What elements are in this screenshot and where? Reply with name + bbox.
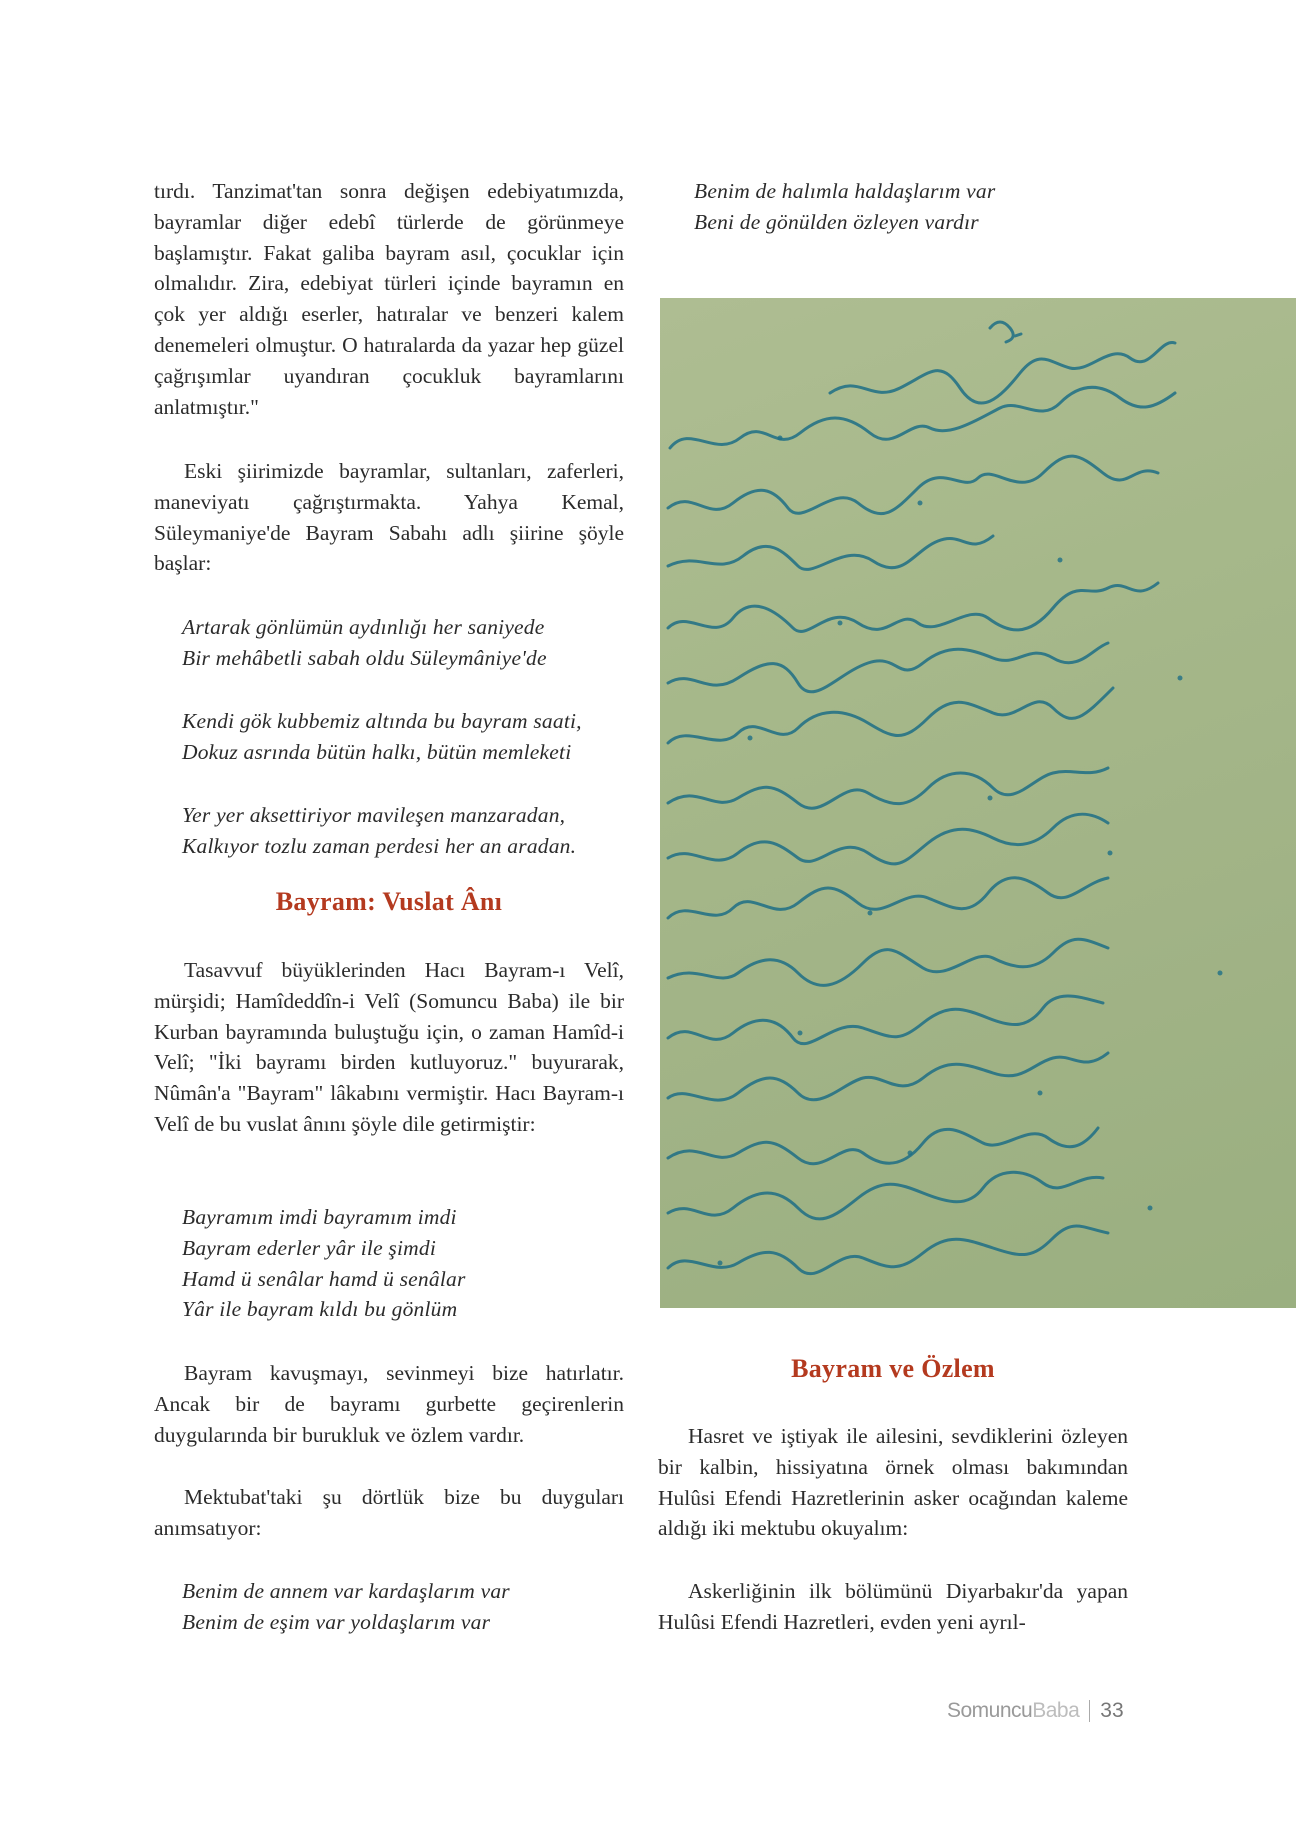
brand-name-part1: Somuncu (947, 1699, 1033, 1722)
paragraph-text: tırdı. Tanzimat'tan sonra değişen edebiyatımızda, bayramlar diğer edebî türlerde de görünmeye başlamıştır. Fakat galiba bayram asıl, çocuklar için olmalıdır. Zira, edebiyat türleri içinde bayramın en çok yer aldığı eserler, hatıralar ve benzeri kalem denemeleri olmuştur. O hatıralarda da yazar hep güzel çağrışımlar uyandıran çocukluk bayramlarını anlatmıştır." (154, 179, 624, 419)
paragraph-text: Bayram kavuşmayı, sevinmeyi bize hatırlatır. Ancak bir de bayramı gurbette geçirenlerin duygularında bir burukluk ve özlem vardır. (154, 1361, 624, 1447)
paragraph (658, 1421, 1128, 1544)
paragraph (154, 176, 624, 422)
poem-line: Hamd ü senâlar hamd ü senâlar (182, 1266, 466, 1291)
poem-line: Bayram ederler yâr ile şimdi (182, 1235, 436, 1260)
poem-line: Kalkıyor tozlu zaman perdesi her an aradan. (182, 833, 577, 858)
poem-line: Beni de gönülden özleyen vardır (694, 209, 979, 234)
poem-line: Dokuz asrında bütün halkı, bütün memleketi (182, 739, 572, 764)
poem-line: Yâr ile bayram kıldı bu gönlüm (182, 1297, 458, 1322)
poem-line: Bayramım imdi bayramım imdi (182, 1205, 457, 1229)
ink-strokes (660, 298, 1296, 1308)
page-number: 33 (1100, 1699, 1124, 1722)
paragraph-text: Askerliğinin ilk bölümünü Diyarbakır'da yapan Hulûsi Efendi Hazretleri, evden yeni ayrıl- (658, 1579, 1128, 1634)
heading-vuslat: Bayram: Vuslat Ânı (275, 887, 503, 916)
paragraph-text: Tasavvuf büyüklerinden Hacı Bayram-ı Velî, mürşidi; Hamîdeddîn-i Velî (Somuncu Baba) ile bir Kurban bayramında buluştuğu için, o zaman Hamîd-i Velî; "İki bayramı birden kutluyoruz." buyurarak, Nûmân'a "Bayram" lâkabını vermiştir. Hacı Bayram-ı Velî de bu vuslat ânını şöyle dile getirmiştir: (154, 958, 624, 1136)
handwritten-letter-image (660, 298, 1296, 1308)
footer-divider (1089, 1700, 1090, 1722)
paragraph (658, 1576, 1128, 1638)
poem-line: Benim de eşim var yoldaşlarım var (182, 1609, 491, 1634)
poem-stanza (154, 612, 624, 674)
poem-stanza (154, 706, 624, 768)
poem-line: Yer yer aksettiriyor mavileşen manzaradan, (182, 803, 566, 827)
paragraph (154, 1358, 624, 1450)
paragraph (154, 456, 624, 579)
section-heading (658, 1354, 1128, 1384)
paragraph-text: Hasret ve iştiyak ile ailesini, sevdiklerini özleyen bir kalbin, hissiyatına örnek olması bakımından Hulûsi Efendi Hazretlerinin asker ocağından kaleme aldığı iki mektubu okuyalım: (658, 1424, 1128, 1541)
brand-name-part2: Baba (1032, 1699, 1080, 1722)
paragraph-text: Eski şiirimizde bayramlar, sultanları, zaferleri, maneviyatı çağrıştırmakta. Yahya Kemal, Süleymaniye'de Bayram Sabahı adlı şiirine şöyle başlar: (154, 459, 624, 576)
poem-line: Artarak gönlümün aydınlığı her saniyede (182, 615, 545, 639)
poem-line: Benim de annem var kardaşlarım var (182, 1579, 510, 1603)
paragraph (154, 1482, 624, 1544)
poem-stanza (658, 176, 1128, 238)
poem-stanza (154, 1202, 624, 1325)
paragraph (154, 955, 624, 1140)
poem-line: Benim de halımla haldaşlarım var (694, 179, 996, 203)
section-heading (154, 887, 624, 917)
poem-line: Bir mehâbetli sabah oldu Süleymâniye'de (182, 645, 547, 670)
poem-stanza (154, 1576, 624, 1638)
page-footer (947, 1696, 1124, 1726)
poem-line: Kendi gök kubbemiz altında bu bayram saati, (182, 709, 582, 733)
paragraph-text: Mektubat'taki şu dörtlük bize bu duyguları anımsatıyor: (154, 1485, 624, 1540)
poem-stanza (154, 800, 624, 862)
heading-ozlem: Bayram ve Özlem (791, 1354, 995, 1383)
